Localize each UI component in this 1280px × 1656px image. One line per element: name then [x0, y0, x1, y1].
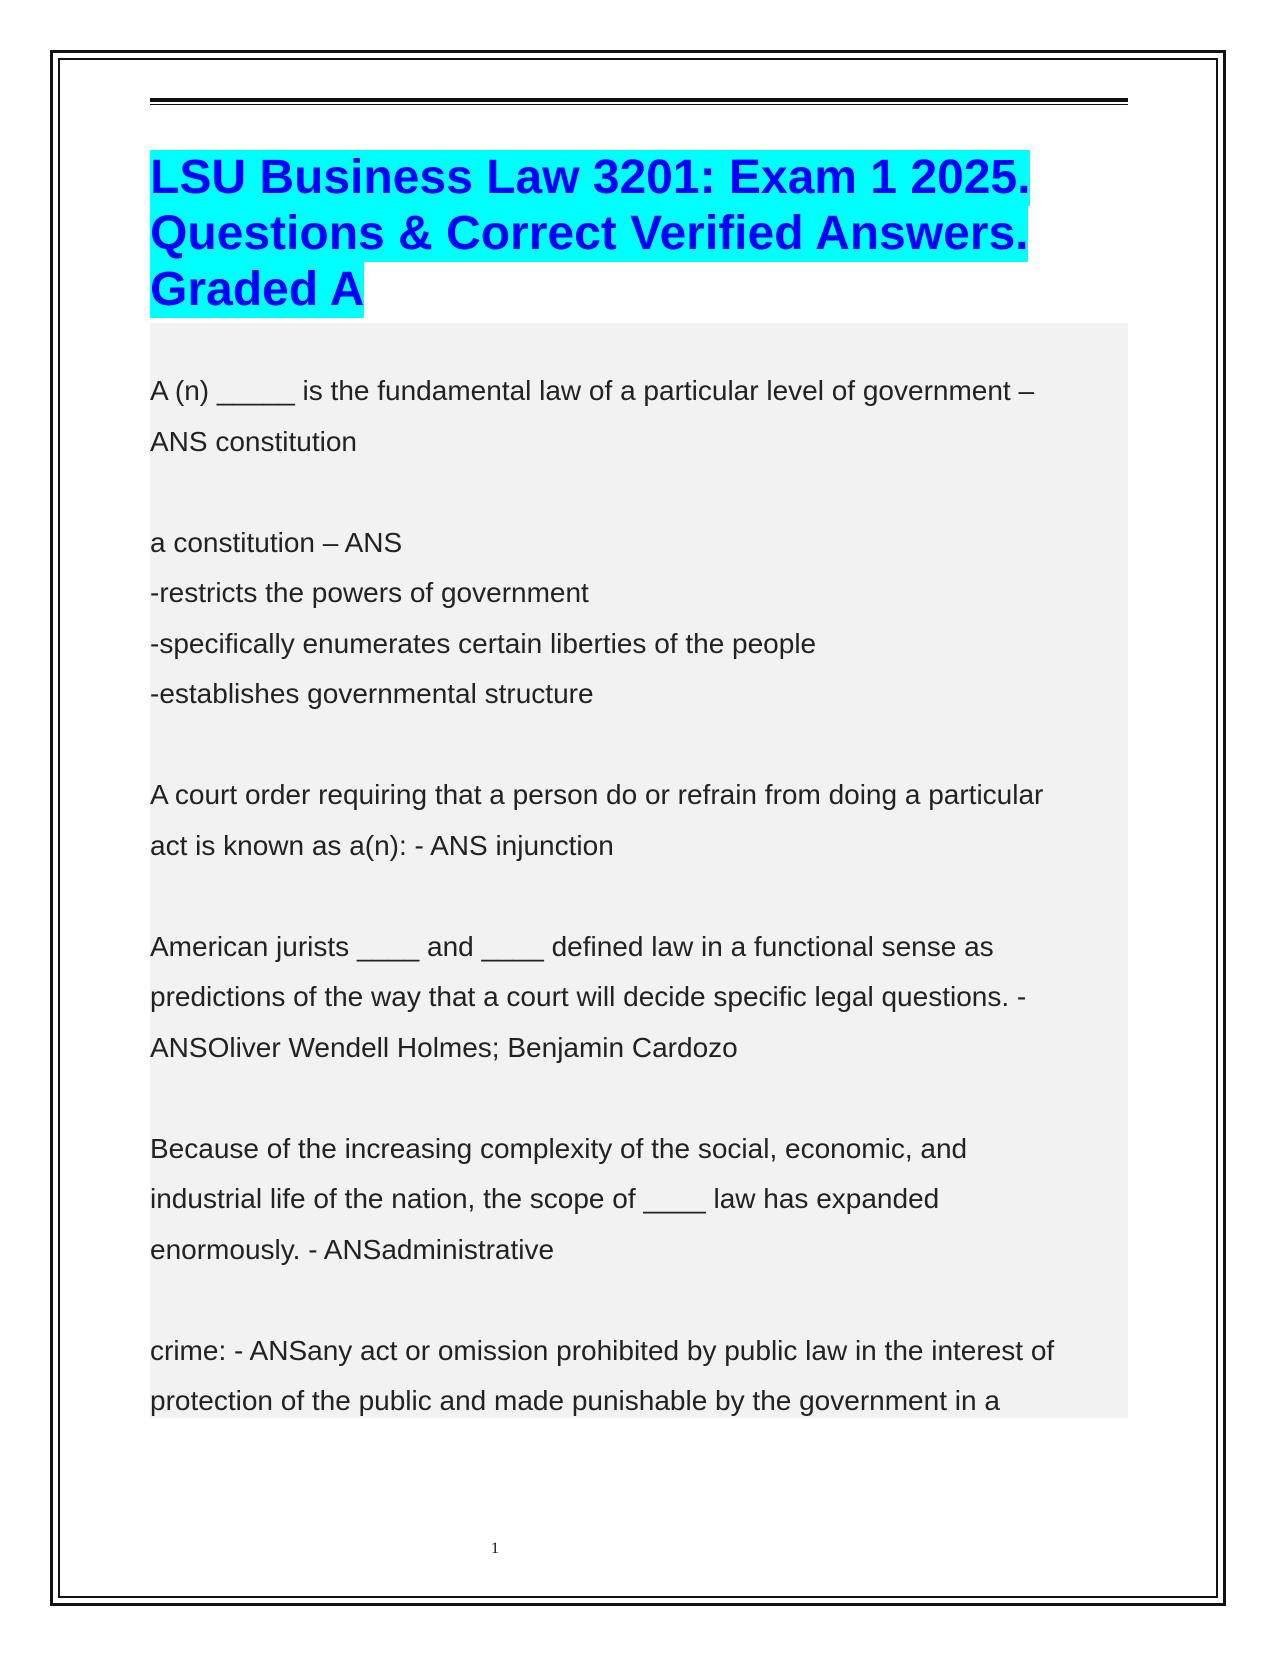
title-line: Graded A	[150, 263, 365, 316]
text-line: crime: - ANSany act or omission prohibited by public law in the interest of	[150, 1334, 1055, 1366]
page-number: 1	[491, 1540, 499, 1557]
text-line: act is known as a(n): - ANS injunction	[150, 829, 614, 861]
text-line: protection of the public and made punishable by the government in a	[150, 1385, 1000, 1416]
text-line: -establishes governmental structure	[150, 678, 594, 709]
qa-entry	[150, 770, 1128, 871]
text-line: Because of the increasing complexity of the social, economic, and	[150, 1132, 968, 1164]
qa-entry	[150, 366, 1128, 467]
text-line: industrial life of the nation, the scope of ____ law has expanded	[150, 1183, 940, 1214]
header-rule	[150, 98, 1128, 102]
qa-entry	[150, 518, 1128, 720]
text-line: -specifically enumerates certain liberties of the people	[150, 627, 817, 659]
header-rule-thin	[150, 104, 1128, 105]
qa-entry	[150, 922, 1128, 1074]
qa-entry	[150, 1326, 1128, 1427]
document-title	[150, 150, 1128, 318]
text-line: American jurists ____ and ____ defined law in a functional sense as	[150, 930, 994, 962]
title-line: LSU Business Law 3201: Exam 1 2025.	[150, 151, 1031, 204]
text-line: ANSOliver Wendell Holmes; Benjamin Cardozo	[150, 1031, 738, 1063]
text-line: enormously. - ANSadministrative	[150, 1233, 555, 1265]
qa-content	[150, 366, 1128, 1477]
text-line: predictions of the way that a court will decide specific legal questions. -	[150, 981, 1027, 1012]
qa-entry	[150, 1124, 1128, 1276]
text-line: ANS constitution	[150, 425, 357, 457]
text-line: -restricts the powers of government	[150, 577, 589, 608]
text-line: a constitution – ANS	[150, 526, 403, 558]
text-line: A (n) _____ is the fundamental law of a particular level of government –	[150, 375, 1035, 406]
title-line: Questions & Correct Verified Answers.	[150, 207, 1029, 260]
text-line: A court order requiring that a person do or refrain from doing a particular	[150, 779, 1044, 810]
